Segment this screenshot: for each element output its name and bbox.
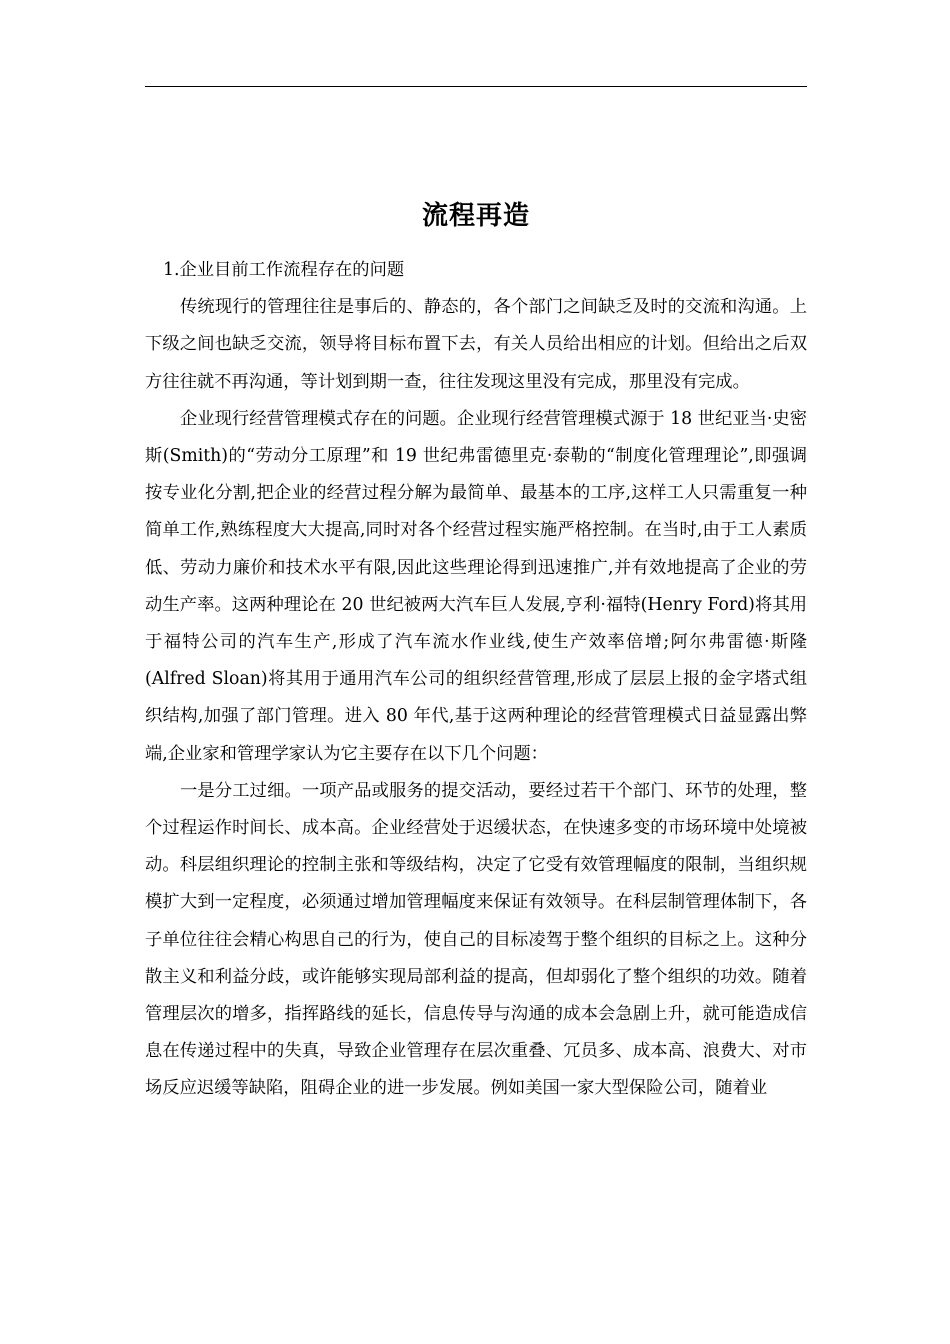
paragraph-3: 一是分工过细。一项产品或服务的提交活动，要经过若干个部门、环节的处理，整个过程运作时间长、成本高。企业经营处于迟缓状态，在快速多变的市场环境中处境被动。科层组织理论的控制主张和等级结构，决定了它受有效管理幅度的限制，当组织规模扩大到一定程度，必须通过增加管理幅度来保证有效领导。在科层制管理体制下，各子单位往往会精心构思自己的行为，使自己的目标凌驾于整个组织的目标之上。这种分散主义和利益分歧，或许能够实现局部利益的提高，但却弱化了整个组织的功效。随着管理层次的增多，指挥路线的延长，信息传导与沟通的成本会急剧上升，就可能造成信息在传递过程中的失真，导致企业管理存在层次重叠、冗员多、成本高、浪费大、对市场反应迟缓等缺陷，阻碍企业的进一步发展。例如美国一家大型保险公司，随着业 (145, 780, 807, 1099)
document-body (145, 252, 807, 1108)
document-title: 流程再造 (421, 201, 530, 231)
header-rule (145, 86, 807, 87)
paragraph-2: 企业现行经营管理模式存在的问题。企业现行经营管理模式源于 18 世纪亚当·史密斯(Smith)的“劳动分工原理”和 19 世纪弗雷德里克·泰勒的“制度化管理理论”,即强调按专业化分割,把企业的经营过程分解为最简单、最基本的工序,这样工人只需重复一种简单工作,熟练程度大大提高,同时对各个经营过程实施严格控制。在当时,由于工人素质低、劳动力廉价和技术水平有限,因此这些理论得到迅速推广,并有效地提高了企业的劳动生产率。这两种理论在 20 世纪被两大汽车巨人发展,亨利·福特(Henry Ford)将其用于福特公司的汽车生产,形成了汽车流水作业线,使生产效率倍增;阿尔弗雷德·斯隆(Alfred Sloan)将其用于通用汽车公司的组织经营管理,形成了层层上报的金字塔式组织结构,加强了部门管理。进入 80 年代,基于这两种理论的经营管理模式日益显露出弊端,企业家和管理学家认为它主要存在以下几个问题： (145, 408, 807, 764)
section-heading: 1.企业目前工作流程存在的问题 (163, 260, 405, 280)
paragraph-1: 传统现行的管理往往是事后的、静态的，各个部门之间缺乏及时的交流和沟通。上下级之间也缺乏交流，领导将目标布置下去，有关人员给出相应的计划。但给出之后双方往往就不再沟通，等计划到期一查，往往发现这里没有完成，那里没有完成。 (145, 297, 807, 392)
